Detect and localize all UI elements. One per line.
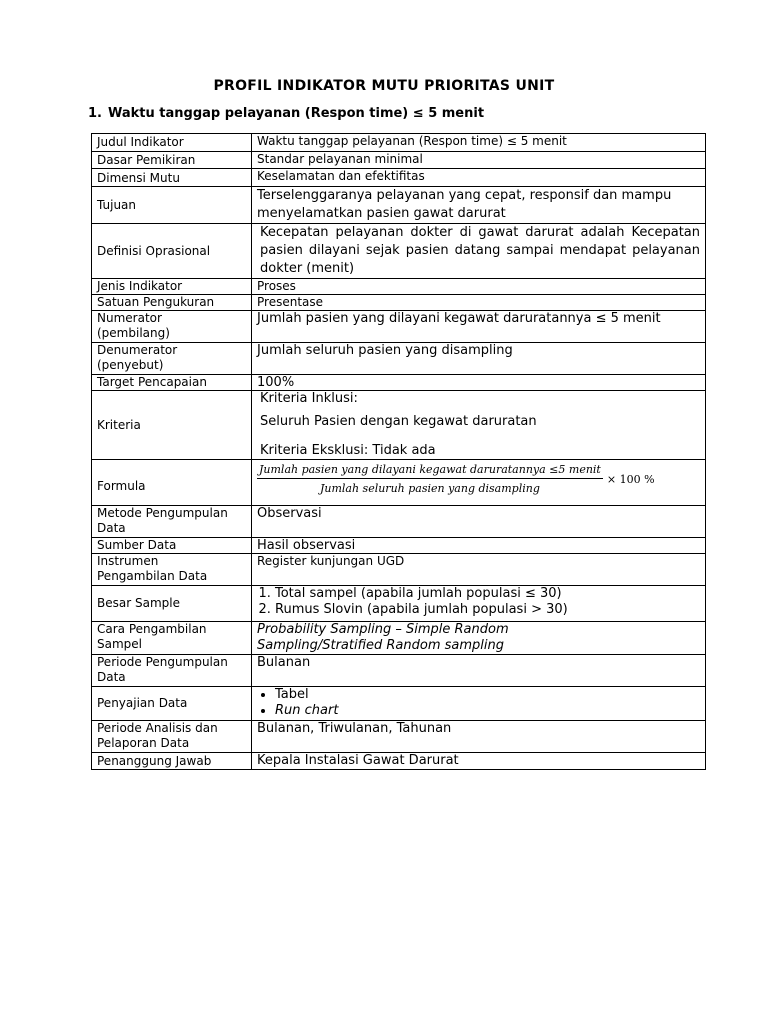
row-value	[252, 391, 706, 460]
row-value: Hasil observasi	[252, 538, 706, 554]
row-value: Kecepatan pelayanan dokter di gawat darurat adalah Kecepatan pasien dilayani sejak pasien datang sampai mendapat pelayanan dokter (menit)	[252, 224, 706, 279]
row-label-line: Periode Analisis dan	[97, 721, 218, 735]
list-item: 1. Total sampel (apabila jumlah populasi ≤ 30)	[275, 586, 700, 602]
row-label: Judul Indikator	[92, 134, 252, 152]
row-value: Bulanan	[252, 655, 706, 687]
table-row	[92, 391, 706, 460]
table-row	[92, 538, 706, 554]
row-label: Penanggung Jawab	[92, 753, 252, 770]
row-label-line: Metode Pengumpulan	[97, 506, 228, 520]
row-label: Definisi Oprasional	[92, 224, 252, 279]
row-label-line: Data	[97, 670, 126, 684]
table-row	[92, 343, 706, 375]
row-value	[252, 586, 706, 622]
row-label	[92, 311, 252, 343]
formula	[257, 462, 700, 496]
kriteria-inklusi-value: Seluruh Pasien dengan kegawat daruratan	[260, 414, 537, 429]
row-value	[252, 687, 706, 721]
row-label: Satuan Pengukuran	[92, 295, 252, 311]
row-label-line: Denumerator	[97, 343, 178, 357]
row-label: Kriteria	[92, 391, 252, 460]
row-label: Target Pencapaian	[92, 375, 252, 391]
row-value: Standar pelayanan minimal	[252, 152, 706, 169]
formula-denominator: Jumlah seluruh pasien yang disampling	[319, 482, 540, 495]
row-value	[252, 622, 706, 655]
row-label: Jenis Indikator	[92, 279, 252, 295]
row-label: Dimensi Mutu	[92, 169, 252, 187]
table-row	[92, 152, 706, 169]
row-label: Besar Sample	[92, 586, 252, 622]
section-number: 1.	[88, 106, 102, 121]
row-value: Kepala Instalasi Gawat Darurat	[252, 753, 706, 770]
formula-fraction	[257, 462, 603, 496]
row-value: Bulanan, Triwulanan, Tahunan	[252, 721, 706, 753]
table-row	[92, 375, 706, 391]
row-value-line: Probability Sampling – Simple Random	[257, 622, 509, 637]
indicator-profile-table	[91, 133, 706, 770]
table-row	[92, 187, 706, 224]
table-row	[92, 554, 706, 586]
formula-numerator: Jumlah pasien yang dilayani kegawat daruratannya ≤5 menit	[257, 462, 603, 479]
row-label-line: Pengambilan Data	[97, 569, 208, 583]
row-value: Keselamatan dan efektifitas	[252, 169, 706, 187]
list-item: 2. Rumus Slovin (apabila jumlah populasi > 30)	[275, 602, 700, 618]
row-label: Formula	[92, 460, 252, 506]
penyajian-data-list	[257, 687, 700, 719]
row-label: Tujuan	[92, 187, 252, 224]
formula-cell	[252, 460, 706, 506]
row-label-line: (pembilang)	[97, 326, 170, 340]
table-row	[92, 753, 706, 770]
row-label-line: Sampel	[97, 637, 142, 651]
row-value-line: Sampling/Stratified Random sampling	[257, 638, 504, 653]
kriteria-eksklusi: Kriteria Eksklusi: Tidak ada	[260, 443, 436, 458]
row-value: Register kunjungan UGD	[252, 554, 706, 586]
document-title: PROFIL INDIKATOR MUTU PRIORITAS UNIT	[213, 78, 555, 94]
table-row	[92, 506, 706, 538]
row-label	[92, 655, 252, 687]
table-row	[92, 622, 706, 655]
table-row	[92, 721, 706, 753]
row-value: 100%	[252, 375, 706, 391]
table-row	[92, 224, 706, 279]
table-row	[92, 279, 706, 295]
list-item: • Run chart	[275, 703, 700, 719]
row-value: Jumlah seluruh pasien yang disampling	[252, 343, 706, 375]
kriteria-inklusi-heading: Kriteria Inklusi:	[260, 391, 358, 406]
row-label: Sumber Data	[92, 538, 252, 554]
list-item: • Tabel	[275, 687, 700, 703]
table-row	[92, 134, 706, 152]
row-label	[92, 343, 252, 375]
section-heading	[88, 106, 484, 121]
row-label-line: Cara Pengambilan	[97, 622, 207, 636]
row-value: Proses	[252, 279, 706, 295]
row-label	[92, 554, 252, 586]
table-row	[92, 687, 706, 721]
row-label: Dasar Pemikiran	[92, 152, 252, 169]
table-row	[92, 169, 706, 187]
row-label-line: Numerator	[97, 311, 162, 325]
table-row	[92, 460, 706, 506]
table-row	[92, 295, 706, 311]
row-label	[92, 721, 252, 753]
row-value: Observasi	[252, 506, 706, 538]
formula-multiplier: × 100 %	[606, 472, 655, 486]
table-row	[92, 311, 706, 343]
row-label-line: Data	[97, 521, 126, 535]
row-value: Terselenggaranya pelayanan yang cepat, responsif dan mampu menyelamatkan pasien gawat darurat	[252, 187, 706, 224]
row-value: Jumlah pasien yang dilayani kegawat daruratannya ≤ 5 menit	[252, 311, 706, 343]
row-label	[92, 506, 252, 538]
row-label-line: Periode Pengumpulan	[97, 655, 228, 669]
row-label	[92, 622, 252, 655]
table-row	[92, 586, 706, 622]
row-label: Penyajian Data	[92, 687, 252, 721]
besar-sample-list	[257, 586, 700, 618]
row-value: Waktu tanggap pelayanan (Respon time) ≤ 5 menit	[252, 134, 706, 152]
table-row	[92, 655, 706, 687]
section-title: Waktu tanggap pelayanan (Respon time) ≤ 5 menit	[108, 106, 485, 121]
row-value: Presentase	[252, 295, 706, 311]
row-label-line: Pelaporan Data	[97, 736, 190, 750]
row-label-line: Instrumen	[97, 554, 159, 568]
row-label-line: (penyebut)	[97, 358, 164, 372]
